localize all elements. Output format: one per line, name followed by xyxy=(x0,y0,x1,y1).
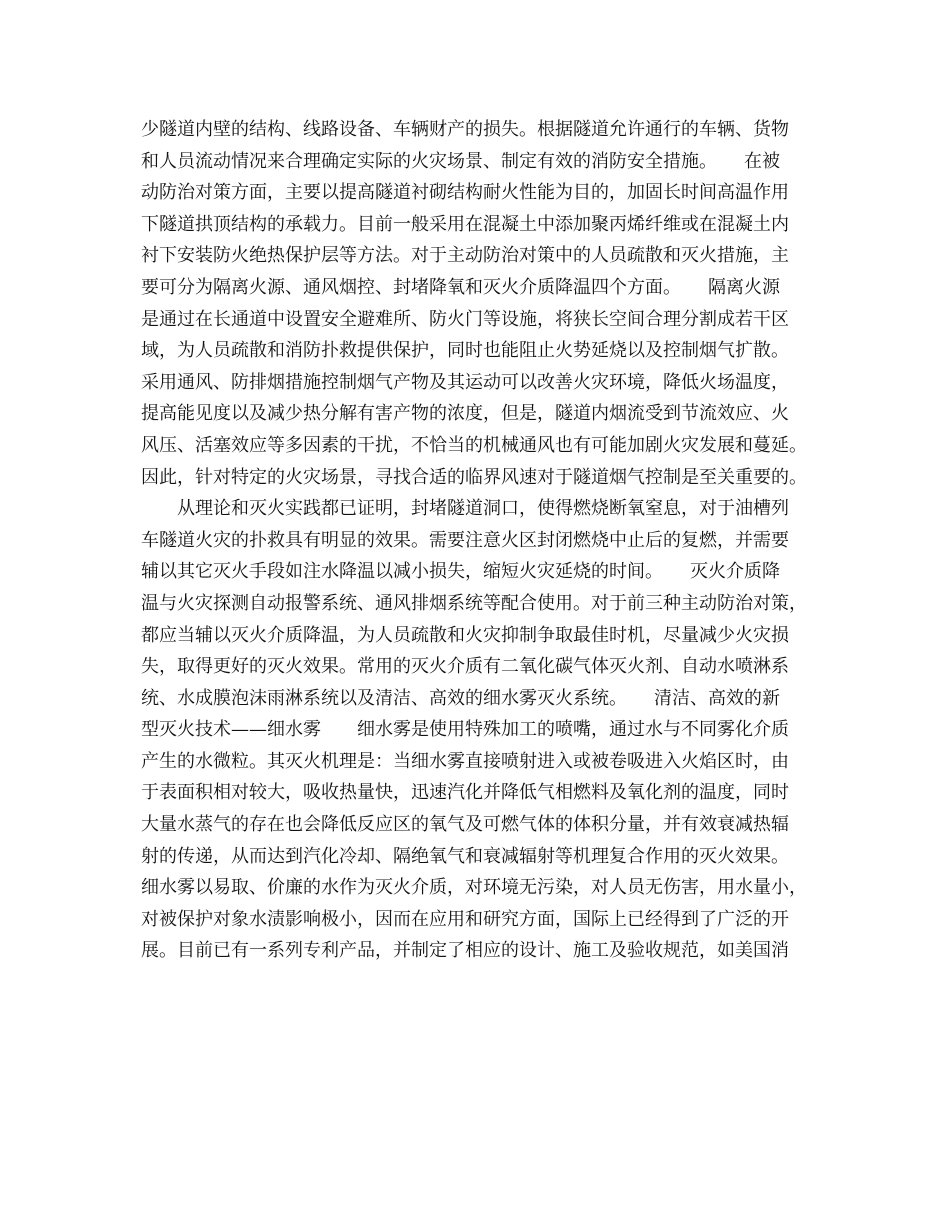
text-line: 动防治对策方面，主要以提高隧道衬砌结构耐火性能为目的，加固长时间高温作用 xyxy=(141,182,789,204)
text-line: 辅以其它灭火手段如注水降温以减小损失，缩短火灾延烧的时间。 灭火介质降 xyxy=(141,561,780,583)
text-line: 采用通风、防排烟措施控制烟气产物及其运动可以改善火灾环境，降低火场温度， xyxy=(141,371,789,393)
text-line: 提高能见度以及减少热分解有害产物的浓度，但是，隧道内烟流受到节流效应、火 xyxy=(141,403,789,425)
text-line: 对被保护对象水渍影响极小，因而在应用和研究方面，国际上已经得到了广泛的开 xyxy=(141,908,789,930)
text-line: 型灭火技术——细水雾 细水雾是使用特殊加工的喷嘴，通过水与不同雾化介质 xyxy=(141,719,789,741)
text-line: 温与火灾探测自动报警系统、通风排烟系统等配合使用。对于前三种主动防治对策， xyxy=(141,592,807,614)
text-line: 大量水蒸气的存在也会降低反应区的氧气及可燃气体的体积分量，并有效衰减热辐 xyxy=(141,814,789,836)
text-line: 车隧道火灾的扑救具有明显的效果。需要注意火区封闭燃烧中止后的复燃，并需要 xyxy=(141,529,789,551)
text-line: 少隧道内壁的结构、线路设备、车辆财产的损失。根据隧道允许通行的车辆、货物 xyxy=(141,119,789,140)
text-line: 射的传递，从而达到汽化冷却、隔绝氧气和衰减辐射等机理复合作用的灭火效果。 xyxy=(141,845,789,867)
text-line: 风压、活塞效应等多因素的干扰，不恰当的机械通风也有可能加剧火灾发展和蔓延。 xyxy=(141,434,807,456)
text-line: 下隧道拱顶结构的承载力。目前一般采用在混凝土中添加聚丙烯纤维或在混凝土内 xyxy=(141,213,789,235)
text-line: 和人员流动情况来合理确定实际的火灾场景、制定有效的消防安全措施。 在被 xyxy=(141,150,780,172)
text-line: 于表面积相对较大，吸收热量快，迅速汽化并降低气相燃料及氧化剂的温度，同时 xyxy=(141,782,789,804)
text-line: 细水雾以易取、价廉的水作为灭火介质，对环境无污染，对人员无伤害，用水量小， xyxy=(141,877,807,899)
body-text xyxy=(141,114,821,967)
text-line: 展。目前已有一系列专利产品，并制定了相应的设计、施工及验收规范，如美国消 xyxy=(141,940,789,962)
text-line: 失，取得更好的灭火效果。常用的灭火介质有二氧化碳气体灭火剂、自动水喷淋系 xyxy=(141,656,789,678)
text-line: 统、水成膜泡沫雨淋系统以及清洁、高效的细水雾灭火系统。 清洁、高效的新 xyxy=(141,687,780,709)
text-line: 因此，针对特定的火灾场景，寻找合适的临界风速对于隧道烟气控制是至关重要的。 xyxy=(141,466,807,488)
text-line: 产生的水微粒。其灭火机理是：当细水雾直接喷射进入或被卷吸进入火焰区时，由 xyxy=(141,750,789,772)
text-line: 域，为人员疏散和消防扑救提供保护，同时也能阻止火势延烧以及控制烟气扩散。 xyxy=(141,340,789,362)
text-line: 是通过在长通道中设置安全避难所、防火门等设施，将狭长空间合理分割成若干区 xyxy=(141,308,789,330)
text-line: 从理论和灭火实践都已证明，封堵隧道洞口，使得燃烧断氧窒息，对于油槽列 xyxy=(141,498,789,520)
text-line: 都应当辅以灭火介质降温，为人员疏散和火灾抑制争取最佳时机，尽量减少火灾损 xyxy=(141,624,789,646)
text-line: 衬下安装防火绝热保护层等方法。对于主动防治对策中的人员疏散和灭火措施，主 xyxy=(141,245,789,267)
text-line: 要可分为隔离火源、通风烟控、封堵降氧和灭火介质降温四个方面。 隔离火源 xyxy=(141,276,780,298)
